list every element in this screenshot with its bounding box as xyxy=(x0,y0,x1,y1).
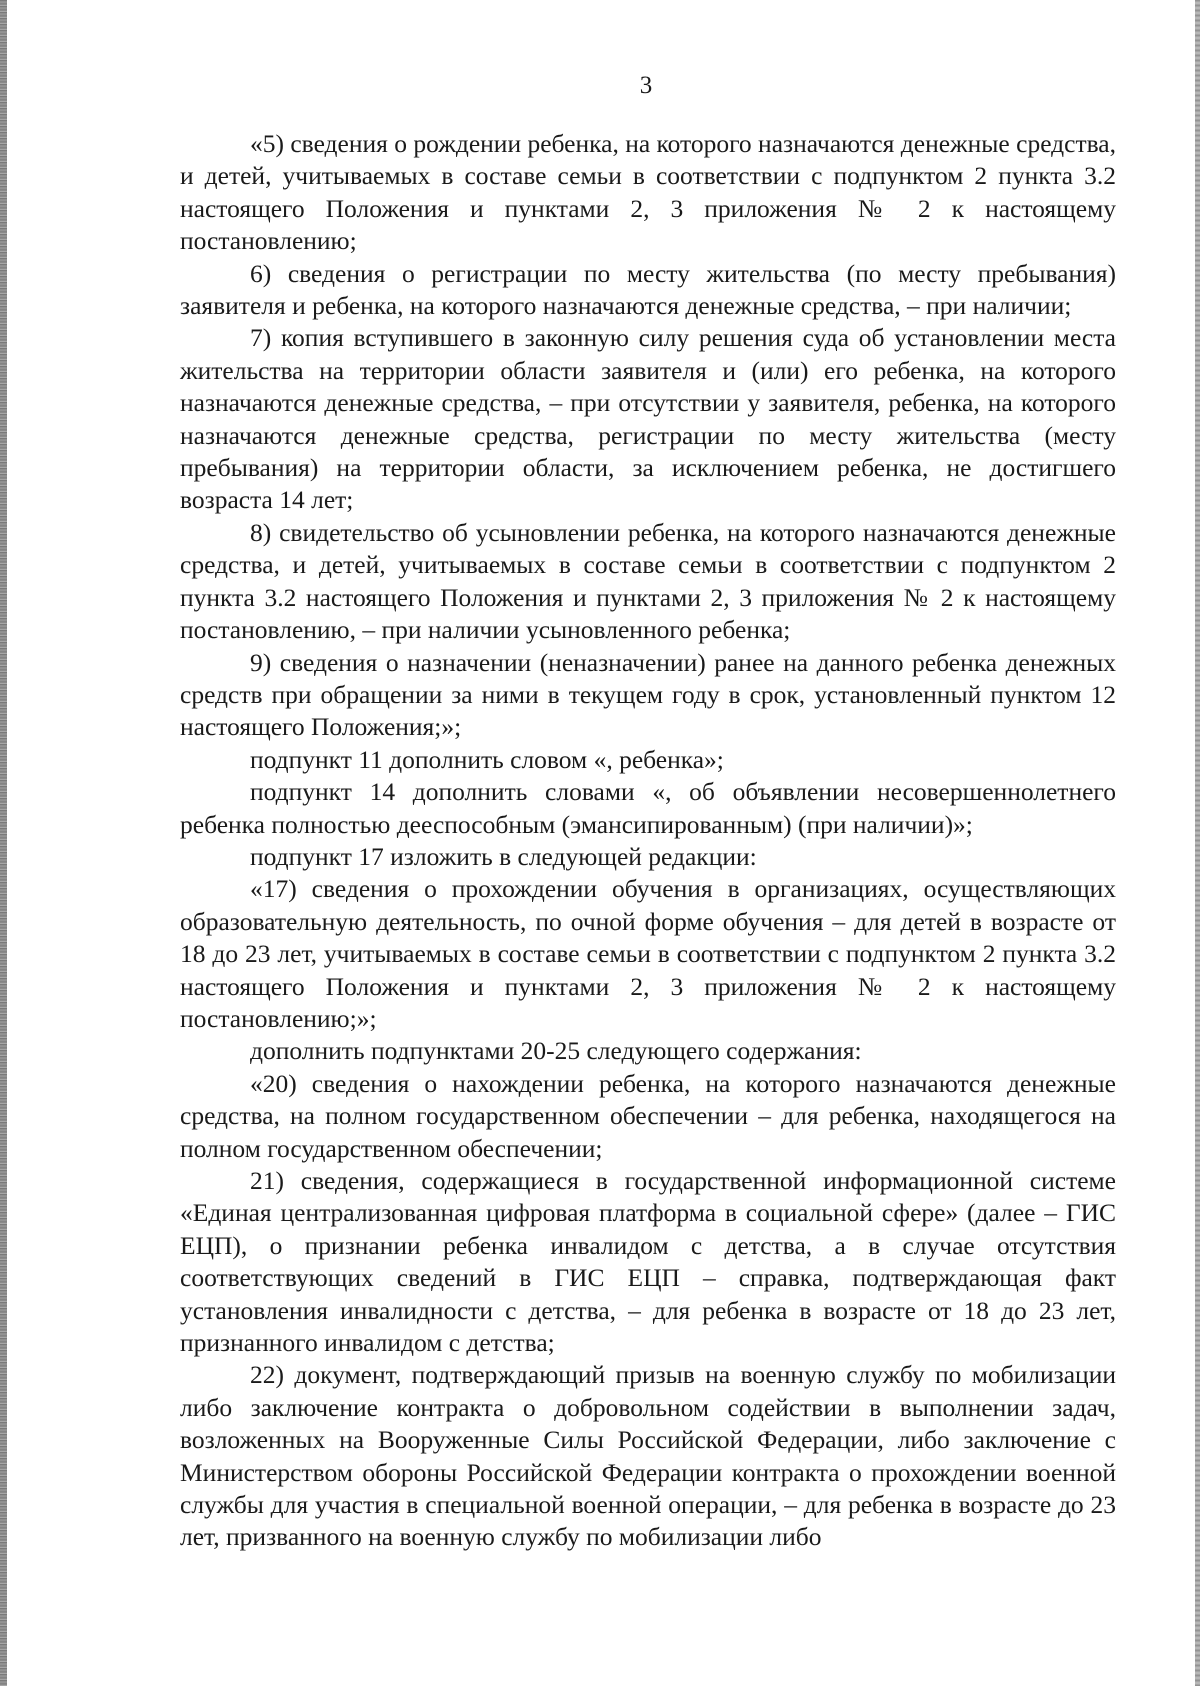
scan-edge-left xyxy=(0,0,7,1686)
paragraph-subitem-8: 8) свидетельство об усыновлении ребенка, на которого назначаются денежные средства, и детей, учитываемых в составе семьи в соответствии с подпунктом 2 пункта 3.2 настоящего Положения и пунктами 2, 3 приложения № 2 к настоящему постановлению, – при наличии усыновленного ребенка; xyxy=(180,517,1116,645)
document-body xyxy=(180,128,1116,1554)
paragraph-subitem-5: «5) сведения о рождении ребенка, на которого назначаются денежные средства, и детей, учитываемых в составе семьи в соответствии с подпунктом 2 пункта 3.2 настоящего Положения и пунктами 2, 3 приложения № 2 к настоящему постановлению; xyxy=(180,129,1117,256)
paragraph-subitem-22: 22) документ, подтверждающий призыв на военную службу по мобилизации либо заключение контракта о добровольном содействии в выполнении задач, возложенных на Вооруженные Силы Российской Федерации, либо заключение с Министерством обороны Российской Федерации контракта о прохождении военной службы для участия в специальной военной операции, – для ребенка в возрасте до 23 лет, призванного на военную службу по мобилизации либо xyxy=(180,1360,1116,1552)
paragraph-subitem-21: 21) сведения, содержащиеся в государственной информационной системе «Единая централизованная цифровая платформа в социальной сфере» (далее – ГИС ЕЦП), о признании ребенка инвалидом с детства, а в случае отсутствия соответствующих сведений в ГИС ЕЦП – справка, подтверждающая факт установления инвалидности с детства, – для ребенка в возрасте от 18 до 23 лет, признанного инвалидом с детства; xyxy=(180,1166,1116,1358)
paragraph-amend-17-intro: подпункт 17 изложить в следующей редакции: xyxy=(250,841,757,871)
paragraph-amend-11: подпункт 11 дополнить словом «, ребенка»; xyxy=(250,744,724,774)
paragraph-add-20-25-intro: дополнить подпунктами 20-25 следующего содержания: xyxy=(250,1036,862,1066)
paragraph-subitem-20: «20) сведения о нахождении ребенка, на которого назначаются денежные средства, на полном государственном обеспечении – для ребенка, находящегося на полном государственном обеспечении; xyxy=(180,1068,1116,1163)
page-number: 3 xyxy=(639,72,653,99)
paragraph-subitem-9: 9) сведения о назначении (неназначении) ранее на данного ребенка денежных средств при обращении за ними в текущем году в срок, установленный пунктом 12 настоящего Положения;»; xyxy=(180,647,1116,742)
paragraph-subitem-6: 6) сведения о регистрации по месту жительства (по месту пребывания) заявителя и ребенка, на которого назначаются денежные средства, – при наличии; xyxy=(180,258,1116,321)
paragraph-subitem-7: 7) копия вступившего в законную силу решения суда об установлении места жительства на территории области заявителя и (или) его ребенка, на которого назначаются денежные средства, – при отсутствии у заявителя, ребенка, на которого назначаются денежные средства, регистрации по месту жительства (месту пребывания) на территории области, за исключением ребенка, не достигшего возраста 14 лет; xyxy=(180,323,1116,515)
scan-edge-right xyxy=(1195,0,1200,1686)
paragraph-amend-14: подпункт 14 дополнить словами «, об объявлении несовершеннолетнего ребенка полностью дееспособным (эмансипированным) (при наличии)»; xyxy=(180,777,1116,839)
paragraph-subitem-17: «17) сведения о прохождении обучения в организациях, осуществляющих образовательную деятельность, по очной форме обучения – для детей в возрасте от 18 до 23 лет, учитываемых в составе семьи в соответствии с подпунктом 2 пункта 3.2 настоящего Положения и пунктами 2, 3 приложения № 2 к настоящему постановлению;»; xyxy=(180,874,1116,1033)
